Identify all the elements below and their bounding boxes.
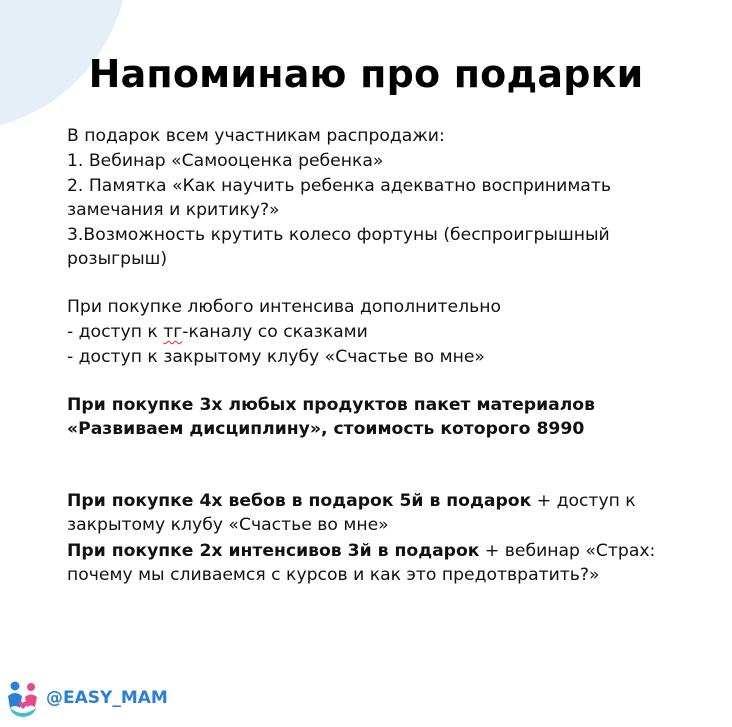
intensive-line-2: - доступ к закрытому клубу «Счастье во мне» bbox=[67, 347, 485, 367]
spellcheck-word: тг bbox=[163, 322, 183, 342]
two-intensives-offer bbox=[67, 539, 667, 587]
intensive-line-1-prefix: - доступ к bbox=[67, 322, 164, 342]
four-webs-bold: При покупке 4х вебов в подарок 5й в подарок bbox=[67, 491, 532, 511]
brand-handle: @EASY_MAM bbox=[46, 688, 168, 708]
intensive-intro: При покупке любого интенсива дополнительно bbox=[67, 297, 501, 317]
gift-item-3: 3.Возможность крутить колесо фортуны (беспроигрышный розыгрыш) bbox=[67, 225, 610, 269]
two-intensives-regular: + вебинар «Страх: почему мы сливаемся с курсов и как это предотвратить?» bbox=[67, 541, 656, 585]
intensive-line-1-suffix: -каналу со сказками bbox=[182, 322, 368, 342]
content-body bbox=[67, 124, 667, 588]
two-intensives-bold: При покупке 2х интенсивов 3й в подарок bbox=[67, 541, 480, 561]
brand-footer bbox=[4, 678, 168, 718]
family-logo-icon bbox=[4, 678, 42, 718]
gift-item-1: 1. Вебинар «Самооценка ребенка» bbox=[67, 151, 384, 171]
gift-item-2: 2. Памятка «Как научить ребенка адекватно воспринимать замечания и критику?» bbox=[67, 176, 611, 220]
three-products-offer bbox=[67, 393, 667, 441]
gifts-intro: В подарок всем участникам распродажи: bbox=[67, 126, 445, 146]
three-products-text: При покупке 3х любых продуктов пакет материалов «Развиваем дисциплину», стоимость которого 8990 bbox=[67, 395, 595, 439]
intensive-line-1 bbox=[67, 320, 667, 344]
four-webs-regular: + доступ к закрытому клубу «Счастье во мне» bbox=[67, 491, 636, 535]
four-webs-offer bbox=[67, 489, 667, 537]
page-title: Напоминаю про подарки bbox=[88, 52, 644, 96]
